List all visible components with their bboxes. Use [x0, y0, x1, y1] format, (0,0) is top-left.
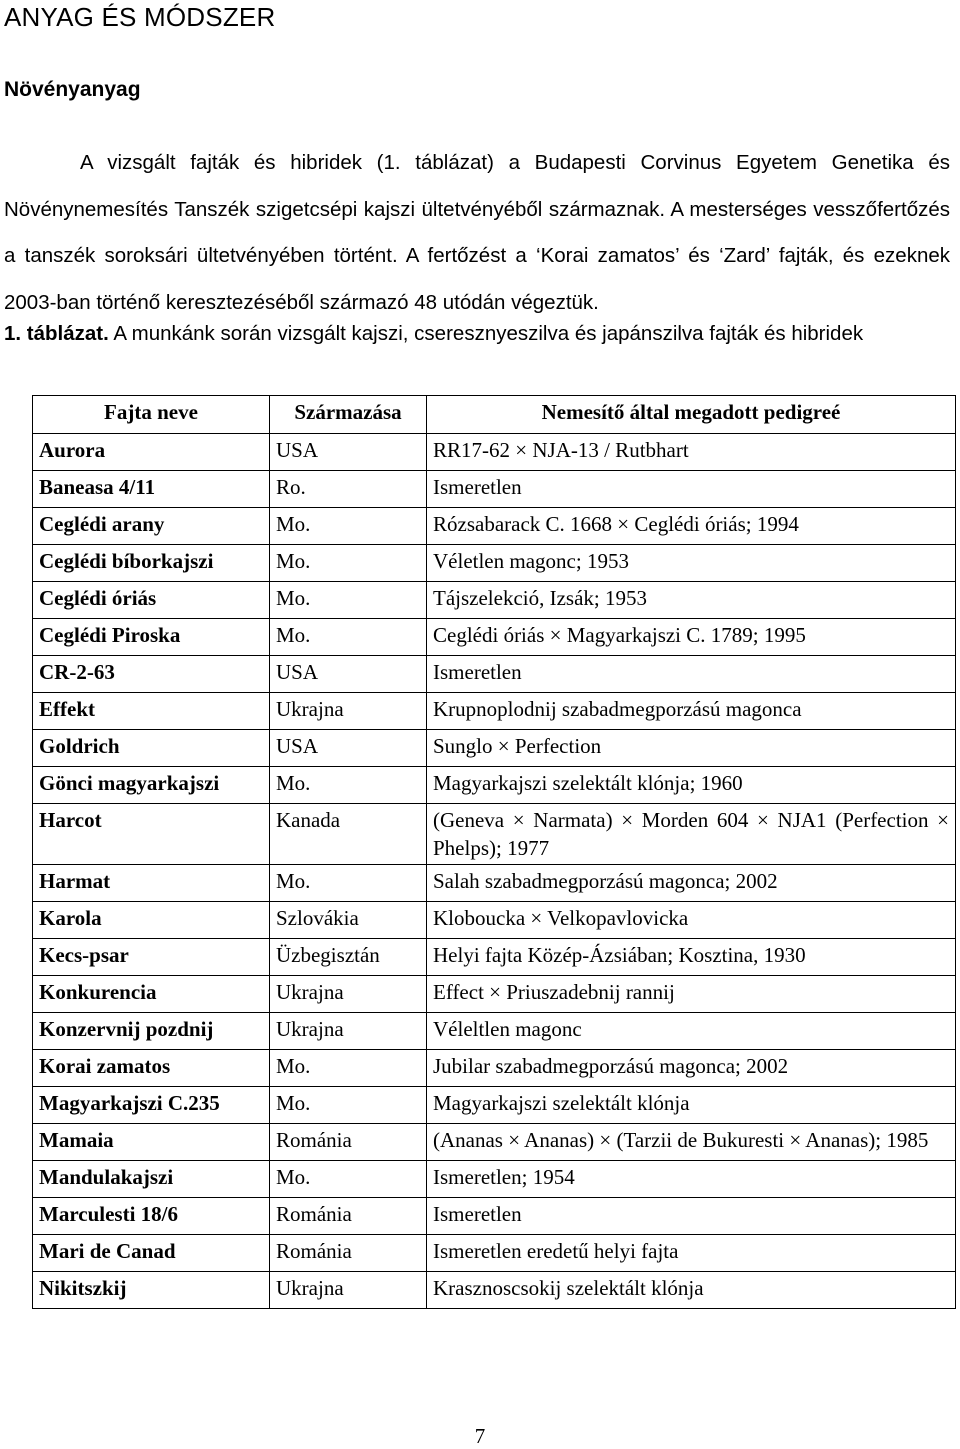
table-row — [33, 693, 956, 730]
cell-pedigree: Ismeretlen eredetű helyi fajta — [427, 1235, 956, 1272]
cell-cultivar-name: Harcot — [33, 804, 270, 865]
cell-origin: Románia — [270, 1235, 427, 1272]
cell-cultivar-name: Karola — [33, 902, 270, 939]
cell-origin: Ukrajna — [270, 1272, 427, 1309]
cell-pedigree: Ceglédi óriás × Magyarkajszi C. 1789; 1995 — [427, 619, 956, 656]
cell-cultivar-name: Ceglédi óriás — [33, 582, 270, 619]
cell-pedigree: RR17-62 × NJA-13 / Rutbhart — [427, 434, 956, 471]
table-row — [33, 471, 956, 508]
cell-cultivar-name: Harmat — [33, 865, 270, 902]
header-pedigree: Nemesítő által megadott pedigreé — [427, 396, 956, 434]
cell-cultivar-name: Ceglédi arany — [33, 508, 270, 545]
cell-cultivar-name: Aurora — [33, 434, 270, 471]
cell-origin: Mo. — [270, 1161, 427, 1198]
cell-pedigree: (Ananas × Ananas) × (Tarzii de Bukuresti × Ananas); 1985 — [427, 1124, 956, 1161]
table-caption — [4, 318, 960, 350]
cell-cultivar-name: Mari de Canad — [33, 1235, 270, 1272]
cell-cultivar-name: Effekt — [33, 693, 270, 730]
table-row — [33, 1161, 956, 1198]
intro-paragraph: A vizsgált fajták és hibridek (1. táblázat) a Budapesti Corvinus Egyetem Genetika és Növénynemesítés Tanszék szigetcsépi kajszi ültetvényéből származnak. A mesterséges vesszőfertőzés a tanszék soroksári ültetvényében történt. A fertőzést a ‘Korai zamatos’ és ‘Zard’ fajták, és ezeknek 2003-ban történő keresztezéséből származó 48 utódán végeztük. — [4, 151, 950, 314]
cell-cultivar-name: Mamaia — [33, 1124, 270, 1161]
subsection-title: Növényanyag — [4, 78, 141, 101]
table-row — [33, 1050, 956, 1087]
cell-cultivar-name: Mandulakajszi — [33, 1161, 270, 1198]
cell-origin: Mo. — [270, 508, 427, 545]
section-title: ANYAG ÉS MÓDSZER — [4, 2, 276, 32]
cell-origin: USA — [270, 434, 427, 471]
header-origin: Származása — [270, 396, 427, 434]
cell-origin: USA — [270, 730, 427, 767]
cell-pedigree: Jubilar szabadmegporzású magonca; 2002 — [427, 1050, 956, 1087]
cell-pedigree: Rózsabarack C. 1668 × Ceglédi óriás; 1994 — [427, 508, 956, 545]
cell-pedigree: Krasznoscsokij szelektált klónja — [427, 1272, 956, 1309]
cell-origin: Ukrajna — [270, 976, 427, 1013]
table-row — [33, 656, 956, 693]
cell-cultivar-name: CR-2-63 — [33, 656, 270, 693]
page-number: 7 — [474, 1424, 486, 1448]
cell-cultivar-name: Konzervnij pozdnij — [33, 1013, 270, 1050]
table-row — [33, 865, 956, 902]
table-row — [33, 1013, 956, 1050]
cell-pedigree: Magyarkajszi szelektált klónja — [427, 1087, 956, 1124]
table-row — [33, 1198, 956, 1235]
table-row — [33, 545, 956, 582]
cultivar-table — [32, 395, 956, 1309]
table-row — [33, 1087, 956, 1124]
cell-pedigree: Véleltlen magonc — [427, 1013, 956, 1050]
cell-cultivar-name: Magyarkajszi C.235 — [33, 1087, 270, 1124]
cell-pedigree: Magyarkajszi szelektált klónja; 1960 — [427, 767, 956, 804]
cell-origin: Mo. — [270, 582, 427, 619]
cell-cultivar-name: Marculesti 18/6 — [33, 1198, 270, 1235]
table-header-row — [33, 396, 956, 434]
cell-pedigree: Ismeretlen; 1954 — [427, 1161, 956, 1198]
cell-pedigree: Ismeretlen — [427, 656, 956, 693]
cell-cultivar-name: Korai zamatos — [33, 1050, 270, 1087]
cell-origin: Mo. — [270, 1050, 427, 1087]
table-row — [33, 939, 956, 976]
cell-pedigree: Ismeretlen — [427, 471, 956, 508]
table-row — [33, 730, 956, 767]
table-row — [33, 1235, 956, 1272]
cell-pedigree: Véletlen magonc; 1953 — [427, 545, 956, 582]
cell-origin: Szlovákia — [270, 902, 427, 939]
cell-pedigree: Kloboucka × Velkopavlovicka — [427, 902, 956, 939]
cell-origin: Kanada — [270, 804, 427, 865]
cell-origin: Ukrajna — [270, 1013, 427, 1050]
cell-pedigree: Sunglo × Perfection — [427, 730, 956, 767]
table-caption-label: 1. táblázat. — [4, 322, 109, 345]
cell-cultivar-name: Konkurencia — [33, 976, 270, 1013]
cell-cultivar-name: Gönci magyarkajszi — [33, 767, 270, 804]
cell-pedigree: Tájszelekció, Izsák; 1953 — [427, 582, 956, 619]
cell-pedigree: Ismeretlen — [427, 1198, 956, 1235]
cell-origin: Mo. — [270, 865, 427, 902]
cell-pedigree: Helyi fajta Közép-Ázsiában; Kosztina, 1930 — [427, 939, 956, 976]
table-row — [33, 804, 956, 865]
table-row — [33, 508, 956, 545]
table-row — [33, 902, 956, 939]
table-row — [33, 619, 956, 656]
table-body — [33, 434, 956, 1309]
cell-origin: Mo. — [270, 619, 427, 656]
cell-pedigree: Effect × Priuszadebnij rannij — [427, 976, 956, 1013]
cell-cultivar-name: Nikitszkij — [33, 1272, 270, 1309]
cell-origin: Mo. — [270, 1087, 427, 1124]
cell-cultivar-name: Ceglédi bíborkajszi — [33, 545, 270, 582]
cell-origin: Üzbegisztán — [270, 939, 427, 976]
table-row — [33, 767, 956, 804]
cell-cultivar-name: Ceglédi Piroska — [33, 619, 270, 656]
cell-cultivar-name: Goldrich — [33, 730, 270, 767]
cell-origin: USA — [270, 656, 427, 693]
table-row — [33, 434, 956, 471]
cell-cultivar-name: Kecs-psar — [33, 939, 270, 976]
cell-pedigree: Krupnoplodnij szabadmegporzású magonca — [427, 693, 956, 730]
cell-origin: Románia — [270, 1198, 427, 1235]
table-row — [33, 1124, 956, 1161]
cell-origin: Mo. — [270, 767, 427, 804]
cell-origin: Mo. — [270, 545, 427, 582]
cell-origin: Ro. — [270, 471, 427, 508]
header-cultivar-name: Fajta neve — [33, 396, 270, 434]
cell-pedigree: (Geneva × Narmata) × Morden 604 × NJA1 (Perfection × Phelps); 1977 — [427, 804, 956, 865]
table-row — [33, 1272, 956, 1309]
table-row — [33, 582, 956, 619]
table-row — [33, 976, 956, 1013]
table-caption-text: A munkánk során vizsgált kajszi, cseresznyeszilva és japánszilva fajták és hibridek — [113, 322, 864, 345]
cell-origin: Románia — [270, 1124, 427, 1161]
cell-origin: Ukrajna — [270, 693, 427, 730]
cell-pedigree: Salah szabadmegporzású magonca; 2002 — [427, 865, 956, 902]
cell-cultivar-name: Baneasa 4/11 — [33, 471, 270, 508]
